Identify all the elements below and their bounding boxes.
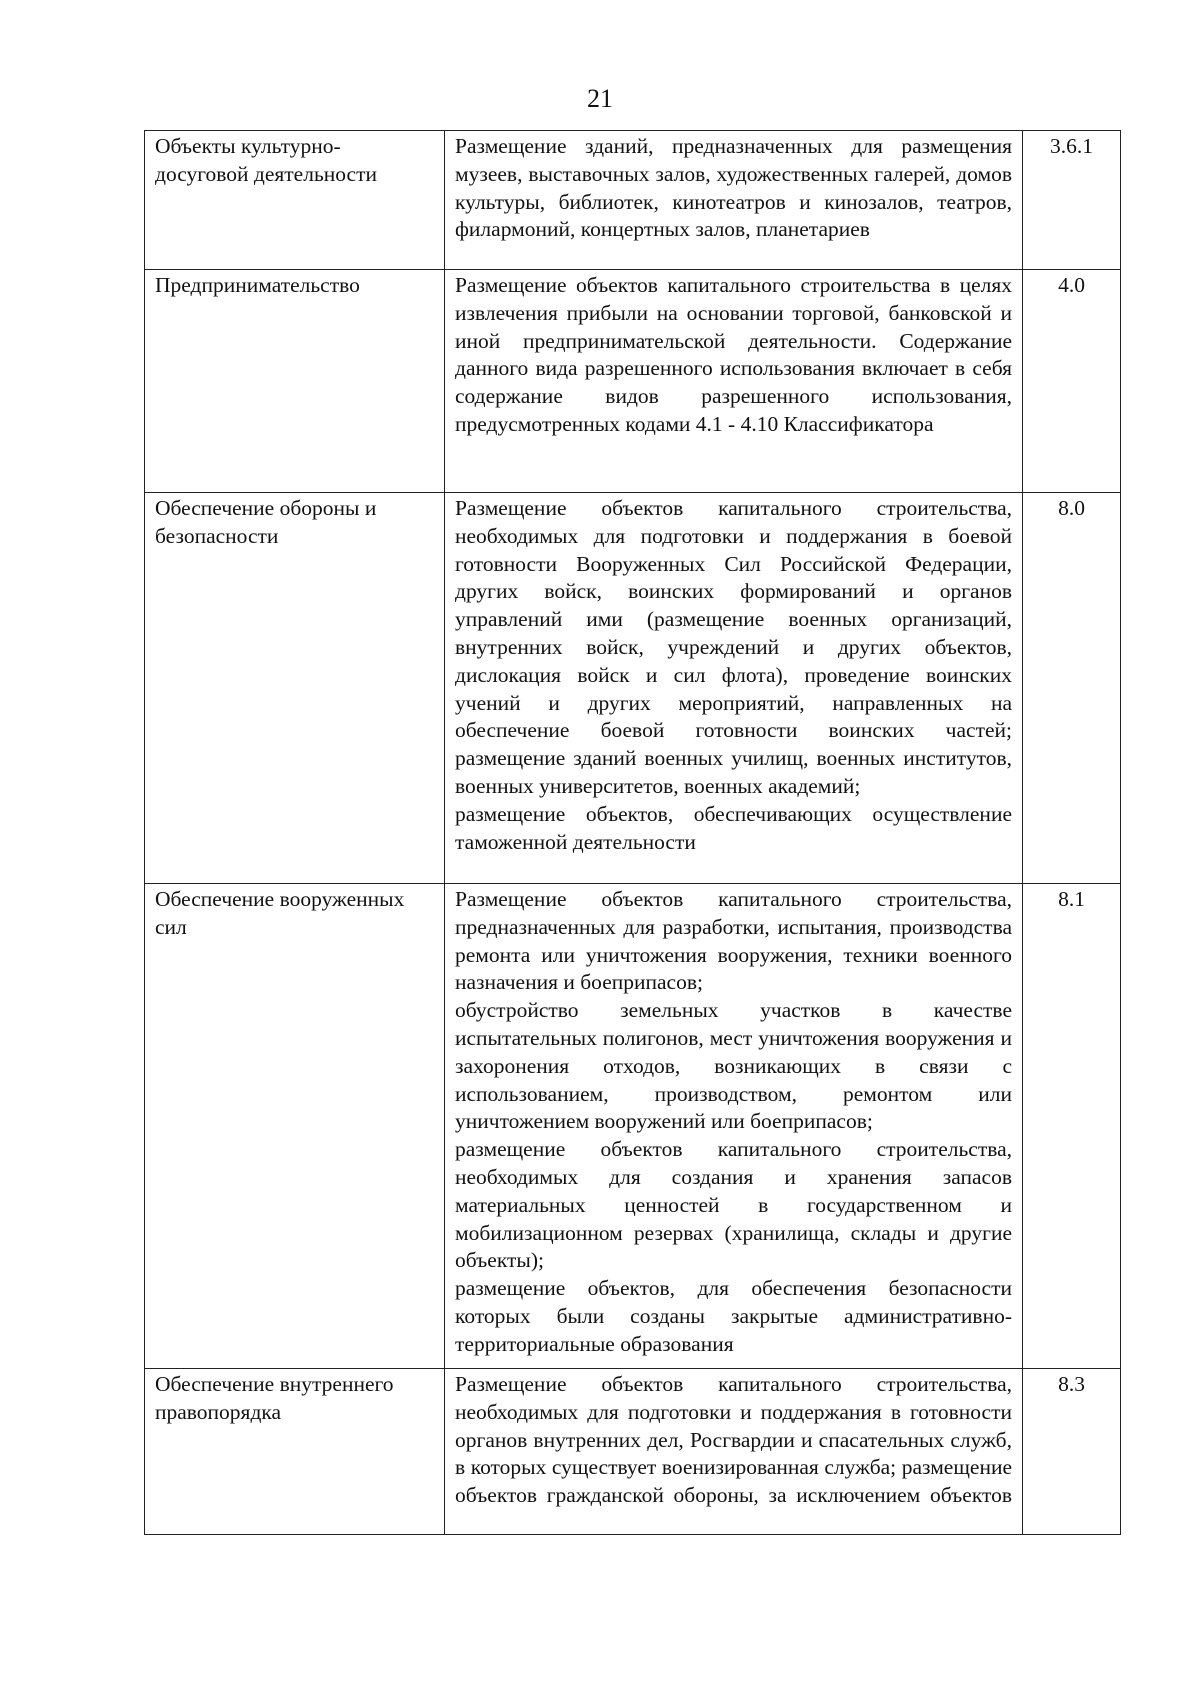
use-type-description [445, 131, 1023, 270]
description-paragraph: размещение объектов капитального строительства, необходимых для создания и хранения запасов материальных ценностей в государственном и мобилизационном резервах (хранилища, склады и другие объекты); [455, 1137, 1012, 1273]
description-paragraph: Размещение зданий, предназначенных для размещения музеев, выставочных залов, художественных галерей, домов культуры, библиотек, кинотеатров и кинозалов, театров, филармоний, концертных залов, планетариев [455, 134, 1012, 242]
classifier-code: 4.0 [1023, 270, 1121, 493]
use-type-name: Обеспечение обороны и безопасности [145, 493, 445, 884]
table-row [145, 1369, 1121, 1535]
use-type-description [445, 270, 1023, 493]
classifier-code: 8.3 [1023, 1369, 1121, 1535]
use-type-name: Обеспечение вооруженных сил [145, 884, 445, 1369]
description-paragraph: размещение объектов, для обеспечения безопасности которых были созданы закрытые административно-территориальные образования [455, 1276, 1012, 1356]
use-type-description [445, 884, 1023, 1369]
table-row [145, 131, 1121, 270]
classifier-code: 8.1 [1023, 884, 1121, 1369]
page-number: 21 [587, 84, 613, 113]
use-type-description [445, 493, 1023, 884]
classifier-code: 8.0 [1023, 493, 1121, 884]
description-paragraph: обустройство земельных участков в качестве испытательных полигонов, мест уничтожения вооружения и захоронения отходов, возникающих в связи с использованием, производством, ремонтом или уничтожением вооружений или боеприпасов; [455, 998, 1012, 1134]
description-paragraph: размещение объектов, обеспечивающих осуществление таможенной деятельности [455, 801, 1012, 854]
table-row [145, 884, 1121, 1369]
use-type-name: Предпринимательство [145, 270, 445, 493]
table-row [145, 493, 1121, 884]
description-paragraph: Размещение объектов капитального строительства, необходимых для подготовки и поддержания в готовности органов внутренних дел, Росгвардии и спасательных служб, в которых существует военизированная служба; размещение объектов гражданской обороны, за исключением объектов [455, 1372, 1012, 1508]
use-type-description [445, 1369, 1023, 1535]
description-paragraph: Размещение объектов капитального строительства, предназначенных для разработки, испытания, производства ремонта или уничтожения вооружения, техники военного назначения и боеприпасов; [455, 887, 1012, 995]
land-use-table [144, 130, 1121, 1535]
description-paragraph: Размещение объектов капитального строительства в целях извлечения прибыли на основании торговой, банковской и иной предпринимательской деятельности. Содержание данного вида разрешенного использования включает в себя содержание видов разрешенного использования, предусмотренных кодами 4.1 - 4.10 Классификатора [455, 273, 1012, 436]
description-paragraph: Размещение объектов капитального строительства, необходимых для подготовки и поддержания в боевой готовности Вооруженных Сил Российской Федерации, других войск, воинских формирований и органов управлений ими (размещение военных организаций, внутренних войск, учреждений и других объектов, дислокация войск и сил флота), проведение воинских учений и других мероприятий, направленных на обеспечение боевой готовности воинских частей; размещение зданий военных училищ, военных институтов, военных университетов, военных академий; [455, 496, 1012, 798]
use-type-name: Обеспечение внутреннего правопорядка [145, 1369, 445, 1535]
classifier-code: 3.6.1 [1023, 131, 1121, 270]
use-type-name: Объекты культурно-досуговой деятельности [145, 131, 445, 270]
table-row [145, 270, 1121, 493]
